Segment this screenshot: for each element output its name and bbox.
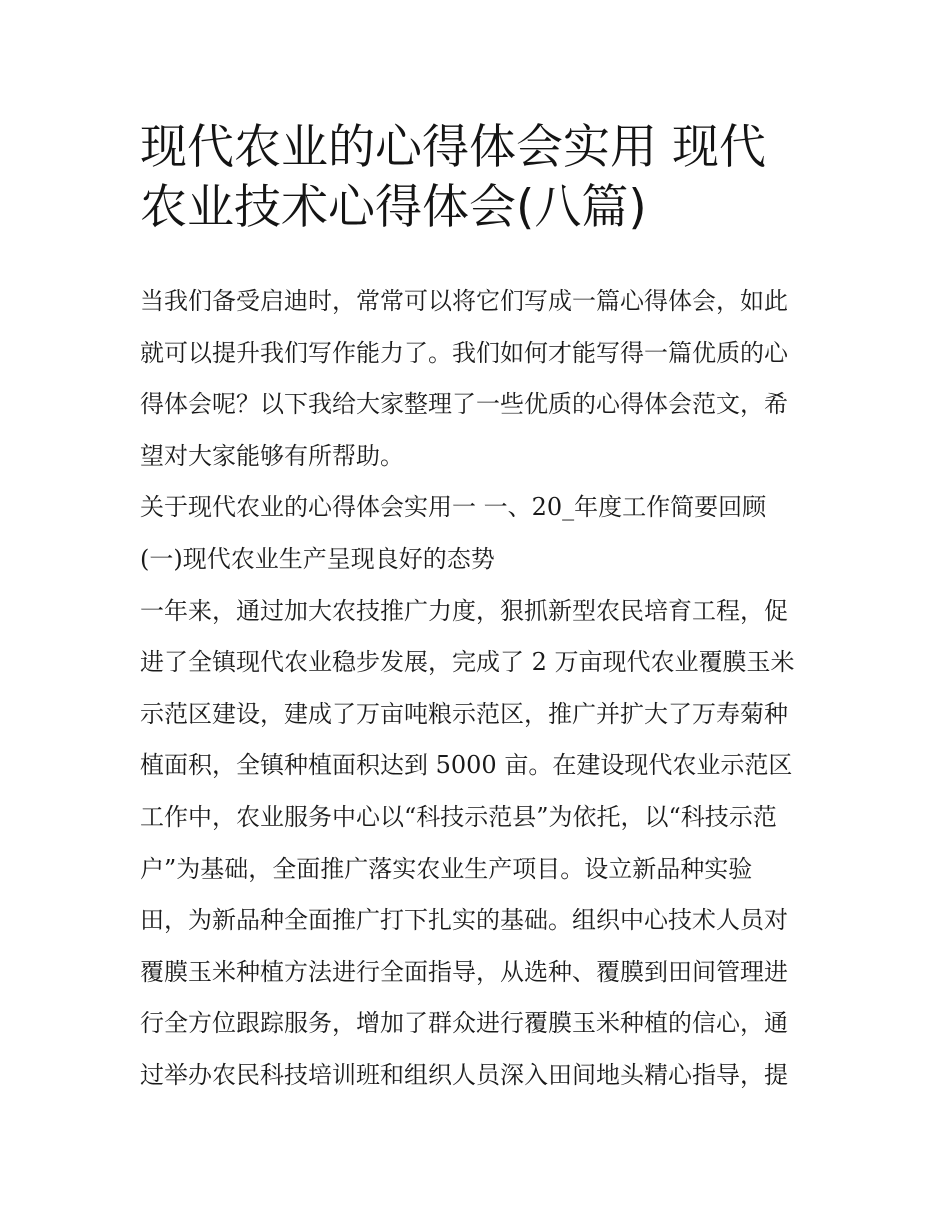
text-line: 一年来，通过加大农技推广力度，狠抓新型农民培育工程，促 bbox=[140, 596, 788, 625]
title-line: 现代农业的心得体会实用 现代 bbox=[140, 120, 766, 175]
text-line: 过举办农民科技培训班和组织人员深入田间地头精心指导，提 bbox=[140, 1060, 788, 1089]
text-line: 植面积，全镇种植面积达到 5000 亩。在建设现代农业示范区 bbox=[140, 751, 793, 780]
paragraph-subheading bbox=[140, 538, 830, 580]
text-line: 当我们备受启迪时，常常可以将它们写成一篇心得体会，如此 bbox=[140, 287, 788, 315]
text-line: 望对大家能够有所帮助。 bbox=[140, 441, 404, 470]
text-line: 得体会呢？以下我给大家整理了一些优质的心得体会范文，希 bbox=[140, 390, 788, 419]
text-line: 田，为新品种全面推广打下扎实的基础。组织中心技术人员对 bbox=[140, 906, 788, 935]
text-line: 关于现代农业的心得体会实用一 一、20_年度工作简要回顾 bbox=[140, 493, 767, 522]
paragraph-body bbox=[140, 590, 830, 1096]
text-line: 户”为基础，全面推广落实农业生产项目。设立新品种实验 bbox=[140, 854, 753, 883]
title-line: 农业技术心得体会(八篇) bbox=[140, 180, 647, 235]
text-line: (一)现代农业生产呈现良好的态势 bbox=[140, 544, 495, 573]
text-line: 示范区建设，建成了万亩吨粮示范区，推广并扩大了万寿菊种 bbox=[140, 699, 788, 728]
text-line: 工作中，农业服务中心以“科技示范县”为依托，以“科技示范 bbox=[140, 802, 777, 831]
paragraph-intro bbox=[140, 280, 830, 477]
text-line: 就可以提升我们写作能力了。我们如何才能写得一篇优质的心 bbox=[140, 338, 788, 367]
document-title bbox=[140, 118, 820, 238]
text-line: 进了全镇现代农业稳步发展，完成了 2 万亩现代农业覆膜玉米 bbox=[140, 648, 795, 677]
paragraph-section-heading bbox=[140, 486, 830, 528]
text-line: 行全方位跟踪服务，增加了群众进行覆膜玉米种植的信心，通 bbox=[140, 1009, 788, 1038]
document-body bbox=[140, 280, 830, 1106]
text-line: 覆膜玉米种植方法进行全面指导，从选种、覆膜到田间管理进 bbox=[140, 957, 788, 986]
